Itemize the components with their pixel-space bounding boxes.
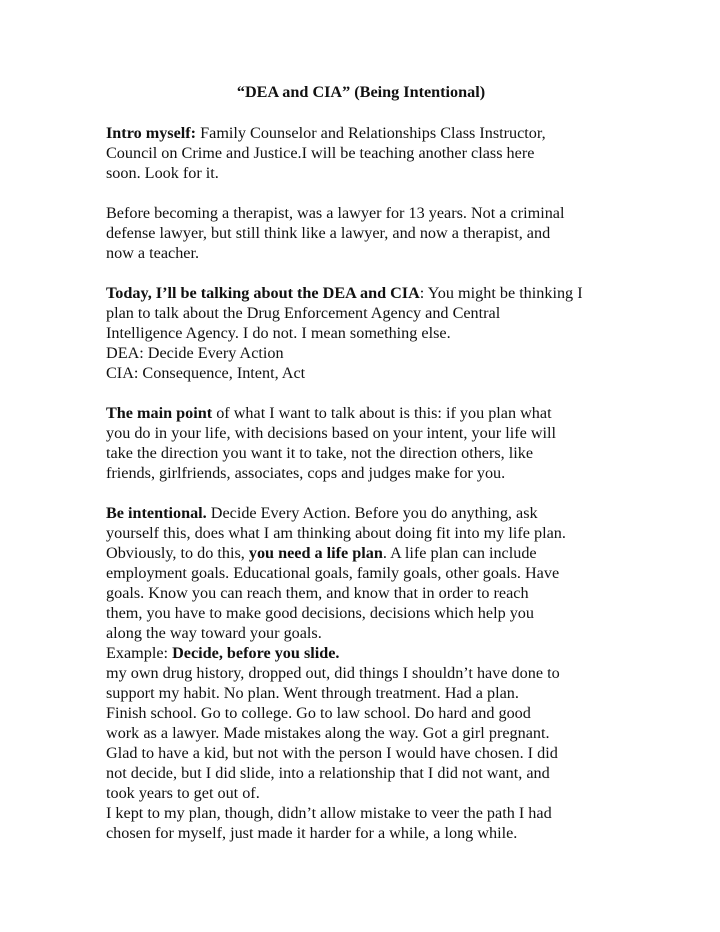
intro-line-2: Council on Crime and Justice.I will be teaching another class here <box>106 144 535 162</box>
main-point-line-3: take the direction you want it to take, not the direction others, like <box>106 444 534 462</box>
story-line-2: support my habit. No plan. Went through treatment. Had a plan. <box>106 684 519 702</box>
cia-definition: CIA: Consequence, Intent, Act <box>106 364 306 382</box>
story-line-4: work as a lawyer. Made mistakes along the way. Got a girl pregnant. <box>106 724 550 742</box>
story-line-6: not decide, but I did slide, into a relationship that I did not want, and <box>106 764 550 782</box>
main-point-text-1: of what I want to talk about is this: if you plan what <box>212 404 552 422</box>
example-label: Example: <box>106 644 173 662</box>
main-point-label: The main point <box>106 404 213 422</box>
today-paragraph <box>106 283 616 383</box>
main-point-line-2: you do in your life, with decisions based on your intent, your life will <box>106 424 557 442</box>
document-page <box>106 82 616 863</box>
background-line-1: Before becoming a therapist, was a lawyer for 13 years. Not a criminal <box>106 204 565 222</box>
intentional-line-4: employment goals. Educational goals, family goals, other goals. Have <box>106 564 560 582</box>
background-line-2: defense lawyer, but still think like a lawyer, and now a therapist, and <box>106 224 551 242</box>
story-line-9: chosen for myself, just made it harder for a while, a long while. <box>106 824 518 842</box>
intentional-line-6: them, you have to make good decisions, decisions which help you <box>106 604 534 622</box>
life-plan-emphasis: you need a life plan <box>248 544 383 562</box>
today-label: Today, I’ll be talking about the DEA and CIA <box>106 284 420 302</box>
today-line-3: Intelligence Agency. I do not. I mean something else. <box>106 324 451 342</box>
intentional-text-3a: Obviously, to do this, <box>106 544 249 562</box>
document-title: “DEA and CIA” (Being Intentional) <box>236 83 486 101</box>
story-line-8: I kept to my plan, though, didn’t allow mistake to veer the path I had <box>106 804 552 822</box>
intro-line-3: soon. Look for it. <box>106 164 219 182</box>
intro-line-1 <box>106 123 616 143</box>
background-paragraph <box>106 203 616 263</box>
story-line-5: Glad to have a kid, but not with the person I would have chosen. I did <box>106 744 558 762</box>
main-point-line-4: friends, girlfriends, associates, cops and judges make for you. <box>106 464 506 482</box>
intentional-line-3 <box>106 543 616 563</box>
story-line-7: took years to get out of. <box>106 784 260 802</box>
intentional-text-1: Decide Every Action. Before you do anything, ask <box>206 504 538 522</box>
intro-paragraph <box>106 123 616 183</box>
intro-text-1: Family Counselor and Relationships Class Instructor, <box>196 124 546 142</box>
intentional-text-3b: . A life plan can include <box>382 544 537 562</box>
story-line-3: Finish school. Go to college. Go to law school. Do hard and good <box>106 704 531 722</box>
example-line <box>106 643 616 663</box>
example-emphasis: Decide, before you slide. <box>172 644 340 662</box>
intentional-label: Be intentional. <box>106 504 207 522</box>
intentional-line-1 <box>106 503 616 523</box>
today-line-1 <box>106 283 616 303</box>
main-point-paragraph <box>106 403 616 483</box>
intentional-line-5: goals. Know you can reach them, and know that in order to reach <box>106 584 529 602</box>
main-point-line-1 <box>106 403 616 423</box>
story-line-1: my own drug history, dropped out, did things I shouldn’t have done to <box>106 664 560 682</box>
background-line-3: now a teacher. <box>106 244 200 262</box>
dea-definition: DEA: Decide Every Action <box>106 344 284 362</box>
intro-label: Intro myself: <box>106 124 197 142</box>
today-line-2: plan to talk about the Drug Enforcement Agency and Central <box>106 304 501 322</box>
intentional-line-2: yourself this, does what I am thinking about doing fit into my life plan. <box>106 524 566 542</box>
intentional-line-7: along the way toward your goals. <box>106 624 322 642</box>
today-text-1: : You might be thinking I <box>419 284 583 302</box>
intentional-paragraph <box>106 503 616 843</box>
